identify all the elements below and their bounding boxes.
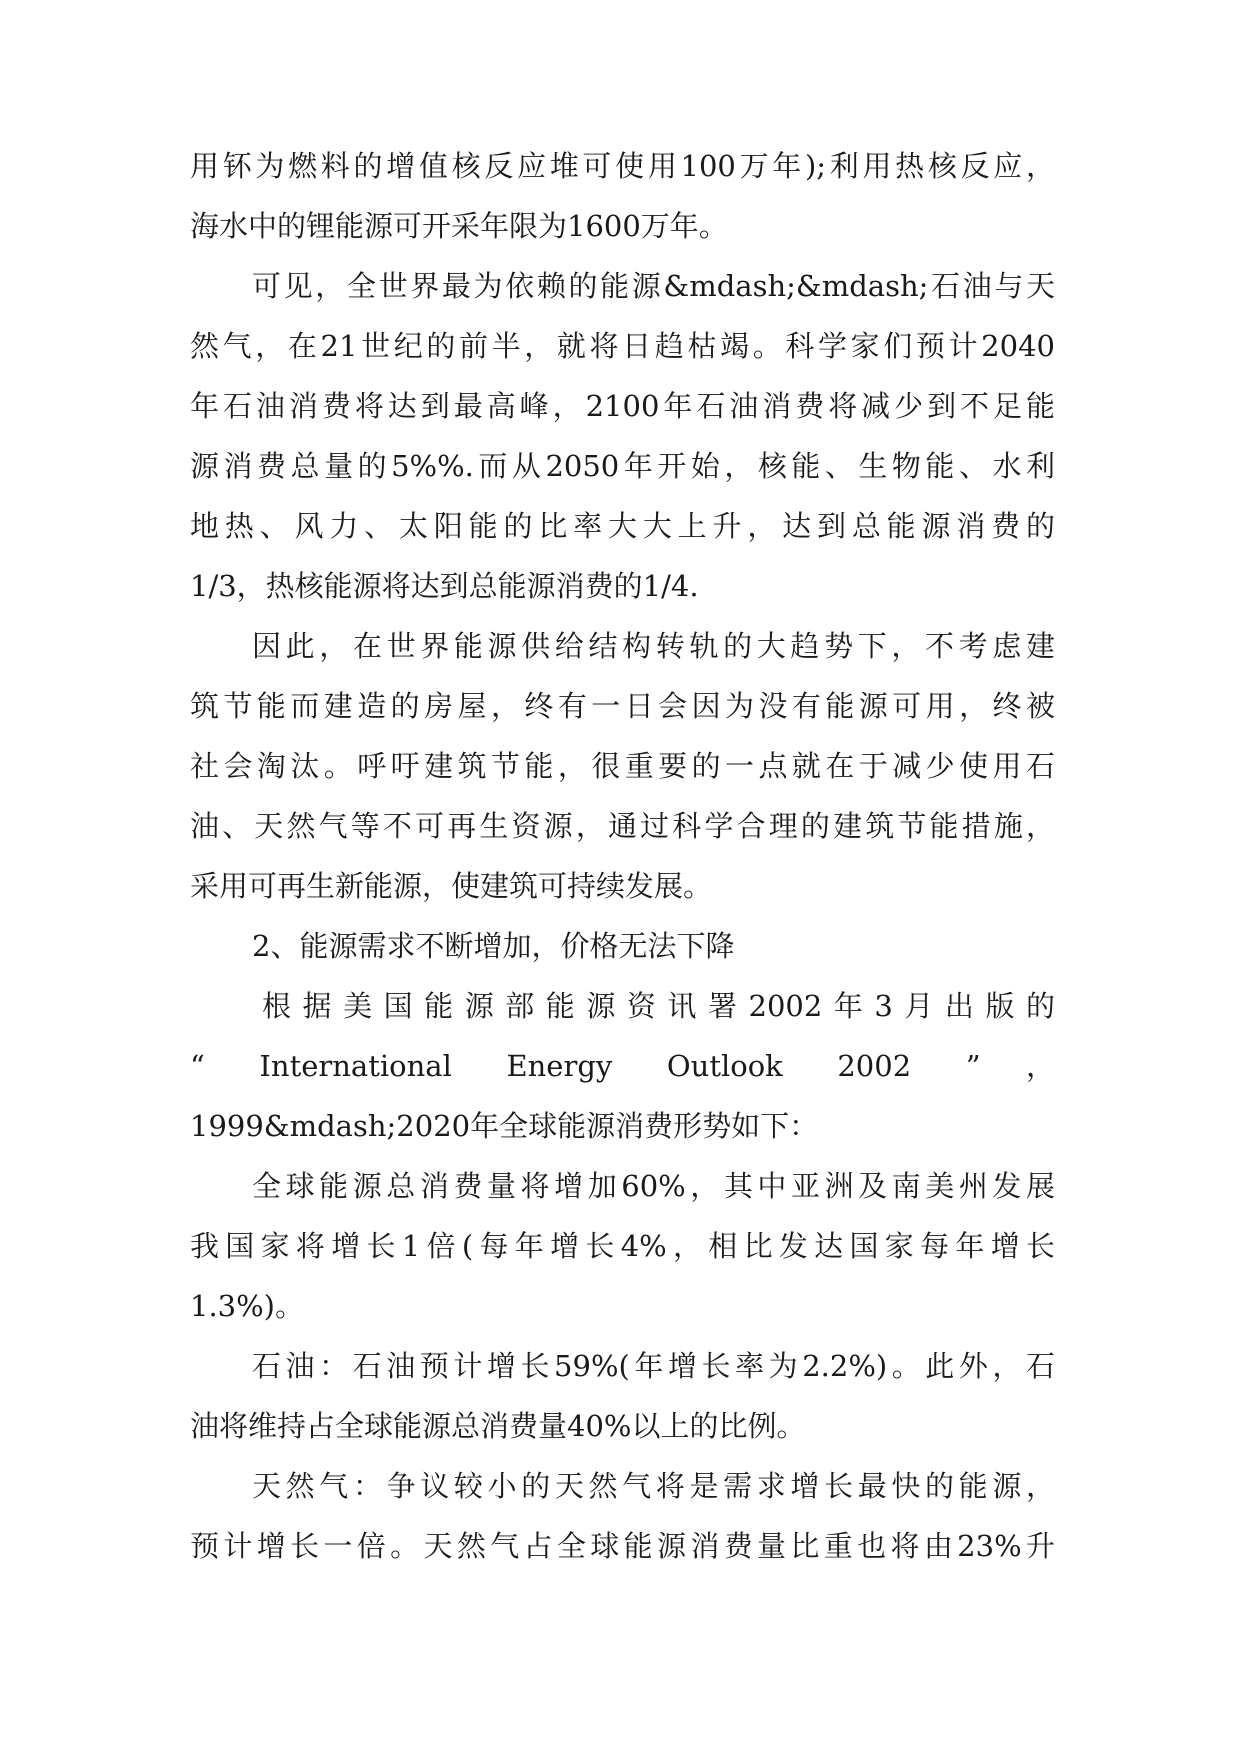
text-line: 油将维持占全球能源总消费量40%以上的比例。 — [190, 1409, 806, 1443]
text-line: 天然气：争议较小的天然气将是需求增长最快的能源， — [252, 1469, 1055, 1503]
section-heading: 2、能源需求不断增加，价格无法下降 — [252, 929, 735, 963]
text-line: 根据美国能源部能源资讯署2002年3月出版的 — [262, 989, 1055, 1023]
text-line: 地热、风力、太阳能的比率大大上升，达到总能源消费的 — [190, 509, 1055, 543]
text-line: 油、天然气等不可再生资源，通过科学合理的建筑节能措施， — [190, 809, 1055, 843]
text-line: 1.3%)。 — [190, 1289, 304, 1323]
text-line: 石油：石油预计增长59%(年增长率为2.2%)。此外，石 — [252, 1349, 1055, 1383]
text-line: 我国家将增长1倍(每年增长4%，相比发达国家每年增长 — [190, 1229, 1055, 1263]
text-line: 1999&mdash;2020年全球能源消费形势如下： — [190, 1109, 819, 1143]
text-line: 年石油消费将达到最高峰，2100年石油消费将减少到不足能 — [190, 389, 1055, 423]
text-line: 因此，在世界能源供给结构转轨的大趋势下，不考虑建 — [252, 629, 1055, 663]
text-line: “ International Energy Outlook 2002 ”， — [190, 1049, 1055, 1083]
text-line: 全球能源总消费量将增加60%，其中亚洲及南美州发展 — [252, 1169, 1055, 1203]
text-line: 社会淘汰。呼吁建筑节能，很重要的一点就在于减少使用石 — [190, 749, 1055, 783]
text-line: 1/3，热核能源将达到总能源消费的1/4. — [190, 569, 699, 603]
text-line: 源消费总量的5%%.而从2050年开始，核能、生物能、水利 — [190, 449, 1055, 483]
text-line: 然气，在21世纪的前半，就将日趋枯竭。科学家们预计2040 — [190, 329, 1055, 363]
text-line: 海水中的锂能源可开采年限为1600万年。 — [190, 209, 728, 243]
text-line: 可见，全世界最为依赖的能源&mdash;&mdash;石油与天 — [252, 269, 1055, 303]
text-line: 采用可再生新能源，使建筑可持续发展。 — [190, 869, 713, 903]
text-line: 预计增长一倍。天然气占全球能源消费量比重也将由23%升 — [190, 1529, 1055, 1563]
text-line: 筑节能而建造的房屋，终有一日会因为没有能源可用，终被 — [190, 689, 1055, 723]
text-line: 用钚为燃料的增值核反应堆可使用100万年);利用热核反应， — [190, 149, 1055, 183]
